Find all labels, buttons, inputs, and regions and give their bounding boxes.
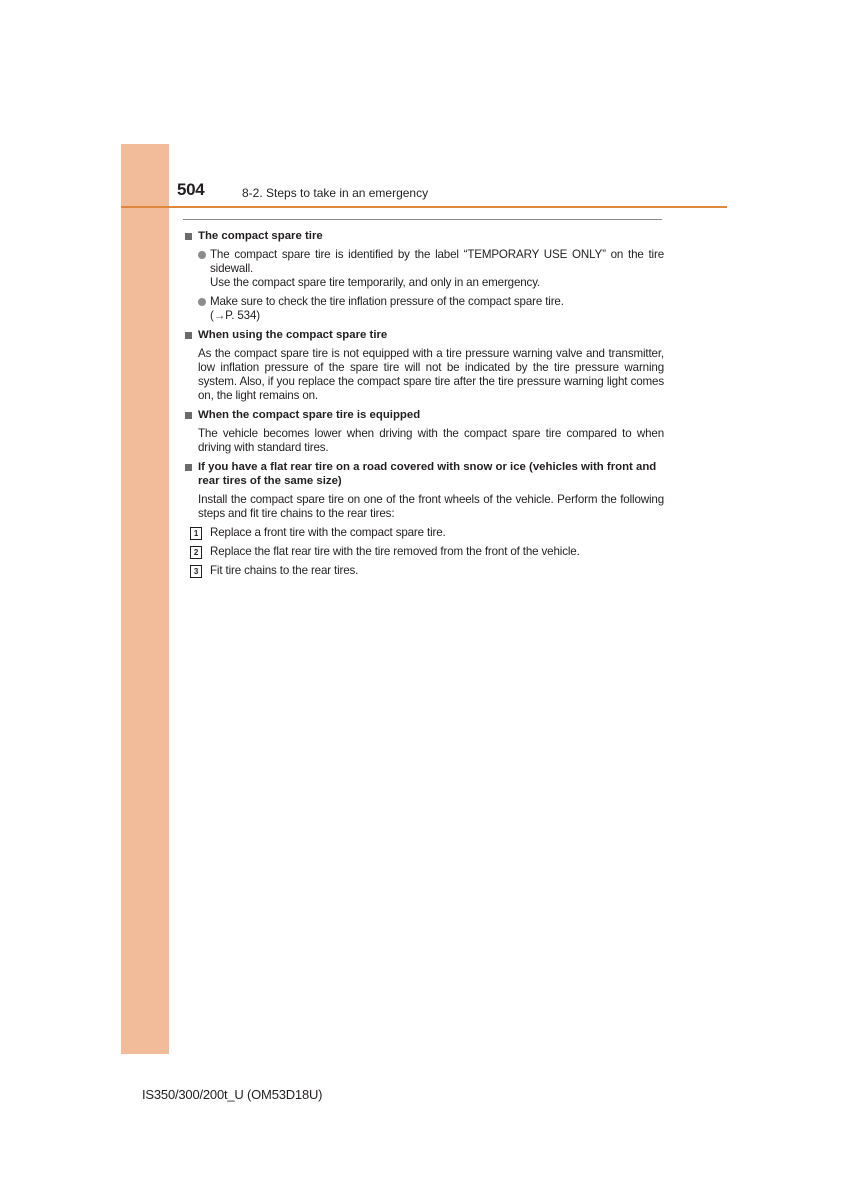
paragraph: The vehicle becomes lower when driving with the compact spare tire compared to when driving with standard tires. (198, 427, 664, 454)
header-divider (121, 206, 727, 208)
square-bullet-icon (185, 412, 192, 419)
heading-text: When using the compact spare tire (198, 329, 388, 341)
step-item (184, 545, 664, 559)
circle-bullet-icon (198, 298, 206, 306)
square-bullet-icon (185, 332, 192, 339)
step-text: Replace the flat rear tire with the tire removed from the front of the vehicle. (210, 545, 580, 558)
step-item (184, 564, 664, 578)
list-item (184, 295, 664, 323)
section-title: 8-2. Steps to take in an emergency (242, 186, 429, 200)
heading-text: When the compact spare tire is equipped (198, 409, 421, 421)
heading-text: If you have a flat rear tire on a road covered with snow or ice (vehicles with front and rear tires of the same size) (198, 461, 657, 487)
section-heading (184, 460, 664, 488)
section-heading (184, 229, 664, 243)
heading-text: The compact spare tire (198, 230, 323, 242)
circle-bullet-icon (198, 251, 206, 259)
square-bullet-icon (185, 233, 192, 240)
section-heading (184, 328, 664, 342)
step-number: 3 (190, 565, 202, 578)
page-number: 504 (177, 180, 205, 199)
chapter-tab (121, 144, 169, 1054)
step-number: 1 (190, 527, 202, 540)
bullet-text: Make sure to check the tire inflation pressure of the compact spare tire. (210, 295, 564, 308)
bullet-text: The compact spare tire is identified by the label “TEMPORARY USE ONLY” on the tire sidewall. (210, 248, 664, 275)
footer-model-code: IS350/300/200t_U (OM53D18U) (142, 1087, 323, 1102)
list-item (184, 248, 664, 290)
step-item (184, 526, 664, 540)
paragraph: As the compact spare tire is not equipped with a tire pressure warning valve and transmitter, low inflation pressure of the spare tire will not be indicated by the tire pressure warning system. Also, if you replace the compact spare tire after the tire pressure warning light comes on, the light remains on. (198, 347, 664, 402)
step-text: Replace a front tire with the compact spare tire. (210, 526, 446, 539)
square-bullet-icon (185, 464, 192, 471)
section-heading (184, 408, 664, 422)
paragraph: Install the compact spare tire on one of the front wheels of the vehicle. Perform the following steps and fit tire chains to the rear tires: (198, 493, 664, 520)
page-content (184, 227, 664, 578)
content-divider (183, 219, 662, 220)
bullet-note: Use the compact spare tire temporarily, and only in an emergency. (210, 276, 541, 289)
step-text: Fit tire chains to the rear tires. (210, 564, 359, 577)
step-number: 2 (190, 546, 202, 559)
page-reference: (→P. 534) (210, 309, 260, 322)
